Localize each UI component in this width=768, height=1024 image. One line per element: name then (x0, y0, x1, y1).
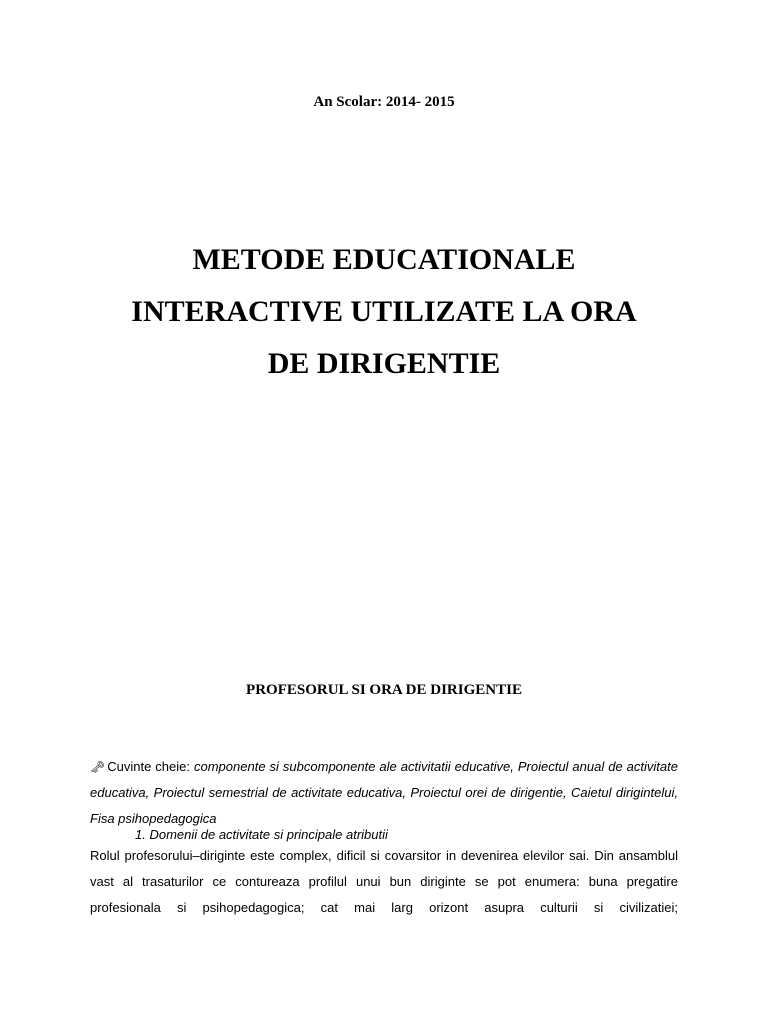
title-line-1: METODE EDUCATIONALE (192, 243, 576, 276)
key-icon: 🗝 (90, 760, 106, 774)
document-title (0, 234, 768, 390)
keywords-label: Cuvinte cheie: (107, 759, 190, 774)
keywords-paragraph (90, 754, 678, 832)
title-line-3: DE DIRIGENTIE (267, 347, 501, 380)
school-year: An Scolar: 2014- 2015 (313, 94, 455, 110)
subheading: 1. Domenii de activitate si principale atributii (135, 827, 388, 842)
section-heading: PROFESORUL SI ORA DE DIRIGENTIE (246, 682, 522, 698)
body-paragraph: Rolul profesorului–diriginte este complex, dificil si covarsitor in devenirea elevilor sai. Din ansamblul vast al trasaturilor ce contureaza profilul unui bun diriginte se pot enumera: buna pregatire profesionala si psihopedagogica; cat mai larg orizont asupra culturii si civilizatiei; (90, 848, 678, 915)
keywords-list: componente si subcomponente ale activitatii educative, Proiectul anual de activitate educativa, Proiectul semestrial de activitate educativa, Proiectul orei de dirigentie, Caietul dirigintelui, Fisa psihopedagogica (90, 759, 678, 826)
title-line-2: INTERACTIVE UTILIZATE LA ORA (131, 295, 637, 328)
